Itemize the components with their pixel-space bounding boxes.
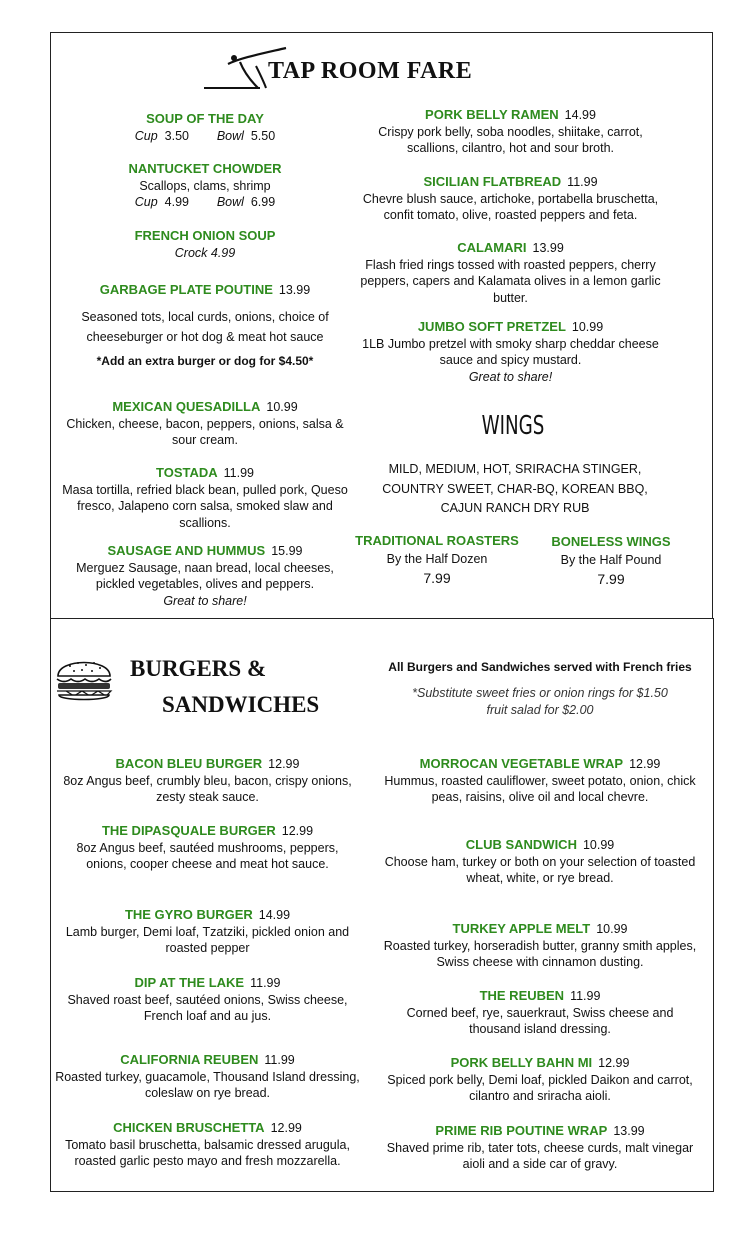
menu-item: [55, 823, 360, 873]
item-sub: By the Half Dozen: [386, 551, 488, 566]
item-price: 14.99: [258, 908, 291, 922]
item-name: CALIFORNIA REUBEN: [120, 1052, 259, 1067]
menu-item: [55, 399, 355, 449]
item-name: CLUB SANDWICH: [465, 837, 577, 852]
item-name: NANTUCKET CHOWDER: [128, 161, 282, 176]
item-description: Roasted turkey, horseradish butter, granny smith apples, Swiss cheese with cinnamon dusting.: [383, 938, 697, 969]
item-name: BONELESS WINGS: [551, 534, 671, 549]
item-name: THE DIPASQUALE BURGER: [101, 823, 276, 838]
item-description: Shaved roast beef, sautéed onions, Swiss cheese, French loaf and au jus.: [67, 992, 348, 1023]
item-price: 11.99: [567, 175, 598, 189]
item-name: PORK BELLY RAMEN: [425, 107, 559, 122]
item-name: JUMBO SOFT PRETZEL: [417, 319, 566, 334]
item-price: 7.99: [423, 570, 451, 586]
wings-title: WINGS: [481, 411, 545, 441]
menu-item: [55, 228, 355, 261]
item-description: 1LB Jumbo pretzel with smoky sharp cheddar cheese sauce and spicy mustard.: [362, 336, 659, 367]
item-italic-note: Crock 4.99: [174, 245, 236, 260]
item-italic-note: Great to share!: [163, 593, 247, 608]
menu-item: [358, 174, 663, 224]
item-name: CHICKEN BRUSCHETTA: [113, 1120, 265, 1135]
item-price: 13.99: [532, 241, 564, 255]
item-description: Spiced pork belly, Demi loaf, pickled Daikon and carrot, cilantro and sriracha aioli.: [387, 1072, 693, 1103]
item-price: 13.99: [613, 1124, 645, 1138]
item-price: 10.99: [266, 400, 298, 414]
substitute-note-line2: fruit salad for $2.00: [486, 703, 594, 717]
menu-item: [55, 756, 360, 806]
item-description: Choose ham, turkey or both on your selection of toasted wheat, white, or rye bread.: [384, 854, 696, 885]
item-price: 15.99: [271, 544, 303, 558]
item-name: TOSTADA: [156, 465, 218, 480]
item-description: Flash fried rings tossed with roasted peppers, cherry peppers, capers and Kalamata olives in a lemon garlic butter.: [360, 257, 661, 305]
item-description: Tomato basil bruschetta, balsamic dressed arugula, roasted garlic pesto mayo and fresh mozzarella.: [65, 1137, 350, 1168]
burgers-title-line1: BURGERS &: [130, 656, 267, 681]
menu-item: [55, 1120, 360, 1170]
item-price: 12.99: [629, 757, 661, 771]
item-name: TRADITIONAL ROASTERS: [355, 533, 519, 548]
item-name: FRENCH ONION SOUP: [134, 228, 276, 243]
item-price: 11.99: [250, 976, 281, 990]
menu-item: [380, 1055, 700, 1105]
item-name: SICILIAN FLATBREAD: [423, 174, 562, 189]
item-description: 8oz Angus beef, crumbly bleu, bacon, crispy onions, zesty steak sauce.: [63, 773, 352, 804]
item-name: DIP AT THE LAKE: [134, 975, 245, 990]
page-title: TAP ROOM FARE: [268, 58, 473, 84]
item-price: 12.99: [270, 1121, 302, 1135]
burgers-title-line2: SANDWICHES: [162, 692, 320, 717]
item-description: Hummus, roasted cauliflower, sweet potato, onion, chick peas, raisins, olive oil and local chevre.: [384, 773, 696, 804]
item-description: Crispy pork belly, soba noodles, shiitake, carrot, scallions, cilantro, hot and sour broth.: [378, 124, 643, 155]
item-price: 10.99: [571, 320, 604, 334]
menu-item: [55, 1052, 360, 1102]
item-price: 11.99: [264, 1053, 295, 1067]
item-name: THE REUBEN: [479, 988, 565, 1003]
item-name: PRIME RIB POUTINE WRAP: [435, 1123, 608, 1138]
burger-icon: [54, 652, 114, 704]
item-description: Scallops, clams, shrimp: [139, 178, 271, 193]
item-description: Masa tortilla, refried black bean, pulled pork, Queso fresco, Jalapeno corn salsa, smoked slaw and scallions.: [62, 482, 348, 530]
item-price: 14.99: [564, 108, 596, 122]
item-description: Chicken, cheese, bacon, peppers, onions, salsa & sour cream.: [66, 416, 344, 447]
menu-item: [358, 319, 663, 385]
substitute-note-line1: *Substitute sweet fries or onion rings for $1.50: [412, 686, 668, 700]
item-name: GARBAGE PLATE POUTINE: [99, 282, 273, 297]
item-sub: By the Half Pound: [560, 552, 662, 567]
menu-item: [380, 756, 700, 806]
item-name: BACON BLEU BURGER: [115, 756, 263, 771]
item-description: Corned beef, rye, sauerkraut, Swiss cheese and thousand island dressing.: [406, 1005, 674, 1036]
item-price: 11.99: [570, 989, 601, 1003]
item-description: Shaved prime rib, tater tots, cheese curds, malt vinegar aioli and a side car of gravy.: [386, 1140, 694, 1171]
item-price: 13.99: [278, 283, 311, 297]
item-name: MORROCAN VEGETABLE WRAP: [419, 756, 624, 771]
menu-item: [55, 975, 360, 1025]
item-price: 7.99: [597, 571, 625, 587]
menu-item: [380, 837, 700, 887]
menu-item: [358, 107, 663, 157]
item-name: SAUSAGE AND HUMMUS: [107, 543, 266, 558]
menu-item: [55, 111, 355, 144]
wings-flavor-line: COUNTRY SWEET, CHAR-BQ, KOREAN BBQ,: [382, 481, 648, 496]
item-price: 11.99: [223, 466, 254, 480]
item-size-prices: Cup 3.50 Bowl 5.50: [134, 128, 276, 143]
item-note: *Add an extra burger or dog for $4.50*: [96, 353, 314, 368]
menu-item: [358, 240, 663, 306]
served-with-note: All Burgers and Sandwiches served with French fries: [388, 660, 692, 674]
menu-item: [55, 907, 360, 957]
item-price: 12.99: [268, 757, 300, 771]
item-description: Seasoned tots, local curds, onions, choice of cheeseburger or hot dog & meat hot sauce: [81, 309, 329, 344]
item-price: 12.99: [598, 1056, 630, 1070]
wings-flavors: [370, 460, 660, 519]
wings-traditional: [352, 533, 522, 587]
item-name: MEXICAN QUESADILLA: [112, 399, 261, 414]
menu-item: [55, 161, 355, 211]
wings-boneless: [536, 534, 686, 588]
item-name: SOUP OF THE DAY: [146, 111, 264, 126]
menu-item: [55, 465, 355, 531]
wings-flavor-line: CAJUN RANCH DRY RUB: [440, 501, 590, 515]
item-name: PORK BELLY BAHN MI: [450, 1055, 593, 1070]
item-description: 8oz Angus beef, sautéed mushrooms, peppers, onions, cooper cheese and meat hot sauce.: [76, 840, 339, 871]
item-price: 10.99: [582, 838, 615, 852]
menu-item: [380, 988, 700, 1038]
item-description: Roasted turkey, guacamole, Thousand Island dressing, coleslaw on rye bread.: [55, 1069, 360, 1100]
item-price: 12.99: [281, 824, 314, 838]
menu-item: [380, 1123, 700, 1173]
item-description: Chevre blush sauce, artichoke, portabella bruschetta, confit tomato, olive, roasted peppers and feta.: [362, 191, 659, 222]
wings-flavor-line: MILD, MEDIUM, HOT, SRIRACHA STINGER,: [388, 462, 642, 476]
item-description: Merguez Sausage, naan bread, local cheeses, pickled vegetables, olives and peppers.: [76, 560, 334, 591]
menu-item: [380, 921, 700, 971]
menu-item: [55, 282, 355, 369]
item-description: Lamb burger, Demi loaf, Tzatziki, pickled onion and roasted pepper: [65, 924, 350, 955]
item-size-prices: Cup 4.99 Bowl 6.99: [134, 195, 276, 209]
item-name: CALAMARI: [457, 240, 527, 255]
menu-item: [55, 543, 355, 609]
item-name: THE GYRO BURGER: [124, 907, 253, 922]
item-name: TURKEY APPLE MELT: [452, 921, 591, 936]
item-price: 10.99: [596, 922, 628, 936]
item-italic-note: Great to share!: [468, 369, 553, 384]
